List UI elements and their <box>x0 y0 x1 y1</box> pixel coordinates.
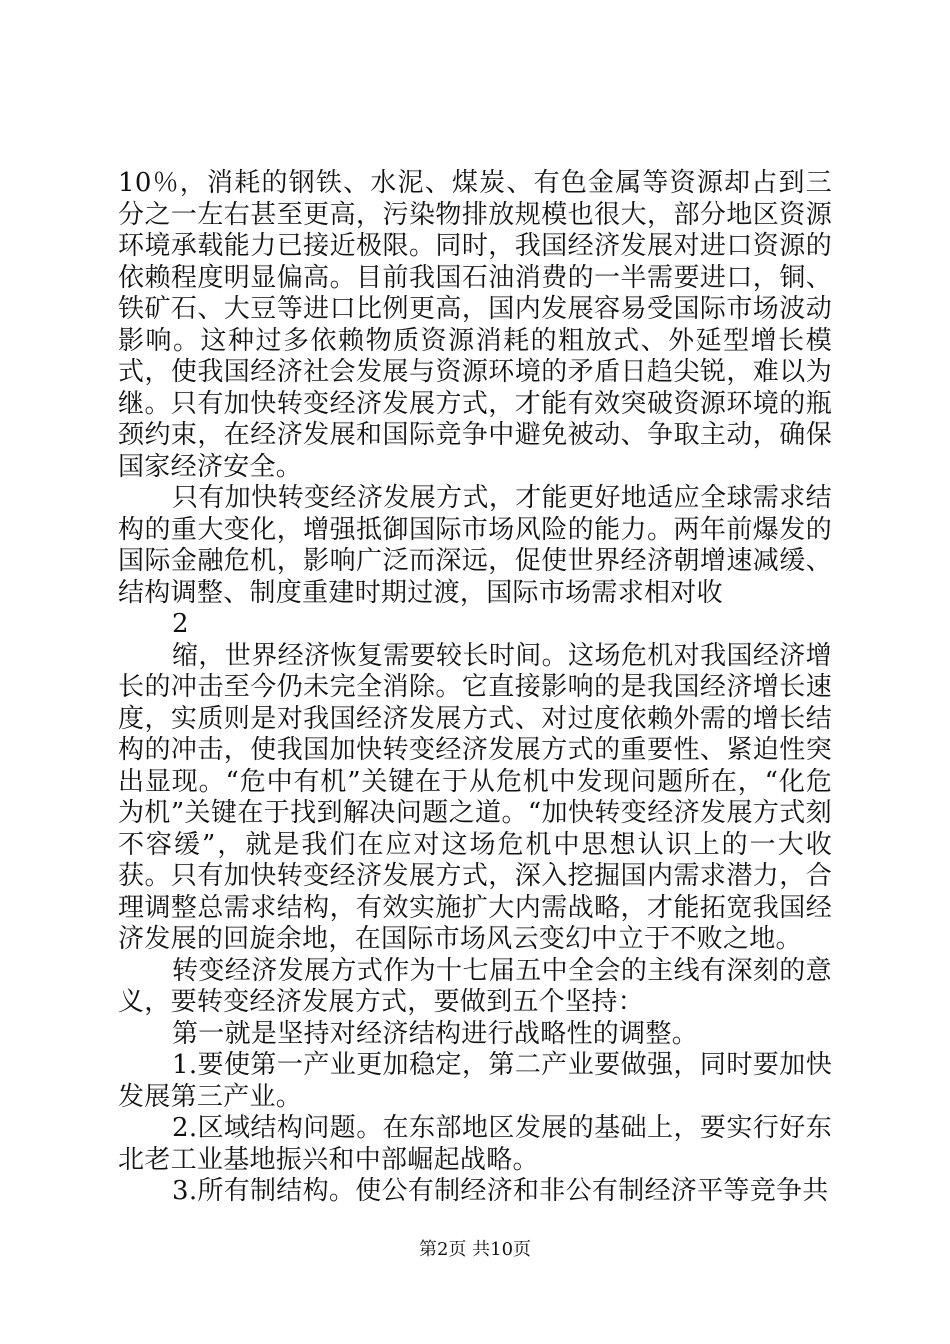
inline-page-number: 2 <box>172 609 189 639</box>
paragraph-3: 缩，世界经济恢复需要较长时间。这场危机对我国经济增长的冲击至今仍未完全消除。它直接影响的是我国经济增长速度，实质则是对我国经济发展方式、对过度依赖外需的增长结构的冲击，使我国加快转变经济发展方式的重要性、紧迫性突出显现。“危中有机”关键在于从危机中发现问题所在，“化危为机”关键在于找到解决问题之道。“加快转变经济发展方式刻不容缓”，就是我们在应对这场危机中思想认识上的一大收获。只有加快转变经济发展方式，深入挖掘国内需求潜力，合理调整总需求结构，有效实施扩大内需战略，才能拓宽我国经济发展的回旋余地，在国际市场风云变幻中立于不败之地。 <box>118 640 832 954</box>
paragraph-6: 1.要使第一产业更加稳定，第二产业要做强，同时要加快发展第三产业。 <box>118 1050 832 1112</box>
paragraph-2: 只有加快转变经济发展方式，才能更好地适应全球需求结构的重大变化，增强抵御国际市场风险的能力。两年前爆发的国际金融危机，影响广泛而深远，促使世界经济朝增速减缓、结构调整、制度重建时期过渡，国际市场需求相对收 <box>118 483 832 608</box>
paragraph-1: 10％，消耗的钢铁、水泥、煤炭、有色金属等资源却占到三分之一左右甚至更高，污染物排放规模也很大，部分地区资源环境承载能力已接近极限。同时，我国经济发展对进口资源的依赖程度明显偏高。目前我国石油消费的一半需要进口，铜、铁矿石、大豆等进口比例更高，国内发展容易受国际市场波动影响。这种过多依赖物质资源消耗的粗放式、外延型增长模式，使我国经济社会发展与资源环境的矛盾日趋尖锐，难以为继。只有加快转变经济发展方式，才能有效突破资源环境的瓶颈约束，在经济发展和国际竞争中避免被动、争取主动，确保国家经济安全。 <box>118 168 832 482</box>
paragraph-4: 转变经济发展方式作为十七届五中全会的主线有深刻的意义，要转变经济发展方式，要做到五个坚持： <box>118 955 832 1017</box>
document-body <box>118 168 832 1208</box>
paragraph-5: 第一就是坚持对经济结构进行战略性的调整。 <box>172 1018 699 1049</box>
page-footer: 第2页 共10页 <box>418 1239 532 1260</box>
paragraph-7: 2.区域结构问题。在东部地区发展的基础上，要实行好东北老工业基地振兴和中部崛起战略。 <box>118 1113 832 1175</box>
paragraph-8: 3.所有制结构。使公有制经济和非公有制经济平等竞争共 <box>172 1176 829 1206</box>
